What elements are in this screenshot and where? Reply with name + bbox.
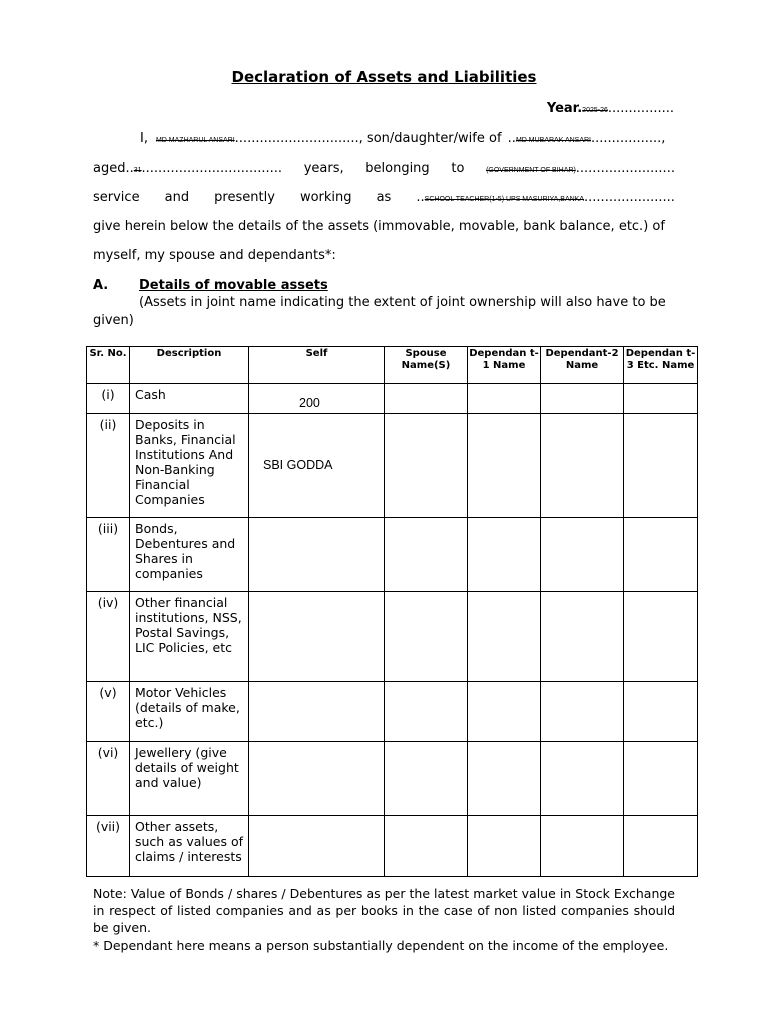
- table-row: [87, 384, 698, 414]
- row-dep1-cell: [468, 518, 541, 592]
- table-row: [87, 742, 698, 816]
- table-header-row: [87, 347, 698, 384]
- row-description: Jewellery (give details of weight and value): [130, 742, 249, 816]
- belonging-value: (GOVERNMENT OF BIHAR): [486, 167, 576, 174]
- working-dots: ......................: [584, 190, 675, 205]
- row-dep2-cell: [541, 592, 624, 682]
- year-value: 2025-26: [582, 107, 608, 114]
- row-spouse-cell: [385, 742, 468, 816]
- row-description: Cash: [130, 384, 249, 414]
- row-dep3-cell: [624, 518, 698, 592]
- table-row: [87, 592, 698, 682]
- row-description: Other financial institutions, NSS, Postal Savings, LIC Policies, etc: [130, 592, 249, 682]
- row-dep1-cell: [468, 816, 541, 877]
- row-sr: (iii): [87, 518, 130, 592]
- row-dep3-cell: [624, 742, 698, 816]
- belonging-dots: ........................: [575, 161, 675, 176]
- row-dep1-cell: [468, 384, 541, 414]
- age-dots: ..................................: [141, 161, 283, 176]
- header-self: Self: [249, 347, 385, 384]
- section-a-marker: A.: [93, 278, 109, 293]
- row-sr: (i): [87, 384, 130, 414]
- row-spouse-cell: [385, 518, 468, 592]
- row-self-value: [249, 592, 385, 682]
- section-a-note-line-1: (Assets in joint name indicating the extent of joint ownership will also have to be: [139, 295, 666, 310]
- row-spouse-cell: [385, 592, 468, 682]
- row-spouse-cell: [385, 384, 468, 414]
- header-dependant-1: Dependan t-1 Name: [468, 347, 541, 384]
- row-self-value: SBI GODDA: [249, 414, 385, 518]
- valuation-note: Note: Value of Bonds / shares / Debentures as per the latest market value in Stock Exchange in respect of listed companies and as per books in the case of non listed companies should be given.: [93, 886, 675, 935]
- movable-assets-table: [86, 346, 698, 877]
- table-row: [87, 682, 698, 742]
- table-row: [87, 414, 698, 518]
- year-line: Year.2025-26................: [546, 101, 674, 116]
- row-dep3-cell: [624, 384, 698, 414]
- belonging-text: belonging: [365, 161, 430, 176]
- dependant-footnote: * Dependant here means a person substantially dependent on the income of the employee.: [93, 938, 669, 953]
- row-spouse-cell: [385, 414, 468, 518]
- row-sr: (v): [87, 682, 130, 742]
- row-spouse-cell: [385, 682, 468, 742]
- aged-line: [93, 161, 675, 176]
- row-dep1-cell: [468, 414, 541, 518]
- table-row: [87, 518, 698, 592]
- row-description: Other assets, such as values of claims / interests: [130, 816, 249, 877]
- declarant-prefix: I,: [140, 131, 148, 146]
- row-dep2-cell: [541, 518, 624, 592]
- row-dep2-cell: [541, 816, 624, 877]
- row-dep2-cell: [541, 742, 624, 816]
- row-description: Motor Vehicles (details of make, etc.): [130, 682, 249, 742]
- section-a-note-line-2: given): [93, 313, 134, 328]
- working-value: SCHOOL TEACHER(1-5) UPS MASURIYA,BANKA: [424, 196, 585, 203]
- row-dep2-cell: [541, 682, 624, 742]
- body-line-1: give herein below the details of the assets (immovable, movable, bank balance, etc.) of: [93, 219, 665, 234]
- declarant-name-dots: ..............................,: [234, 131, 363, 146]
- row-sr: (vii): [87, 816, 130, 877]
- presently-text: presently: [214, 190, 275, 205]
- row-dep3-cell: [624, 682, 698, 742]
- row-self-value: [249, 682, 385, 742]
- to-text: to: [451, 161, 465, 176]
- header-spouse: Spouse Name(S): [385, 347, 468, 384]
- row-dep1-cell: [468, 592, 541, 682]
- declarant-name-value: MD MAZHARUL ANSARI: [155, 137, 235, 144]
- service-line: service and presently working as ..SCHOOL TEACHER(1-5) UPS MASURIYA,BANKA......................: [93, 190, 675, 205]
- header-dependant-2: Dependant-2 Name: [541, 347, 624, 384]
- row-dep3-cell: [624, 592, 698, 682]
- table-row: [87, 816, 698, 877]
- row-dep3-cell: [624, 414, 698, 518]
- as-text: as: [376, 190, 392, 205]
- row-description: Bonds, Debentures and Shares in companies: [130, 518, 249, 592]
- header-dependant-3: Dependan t-3 Etc. Name: [624, 347, 698, 384]
- row-sr: (vi): [87, 742, 130, 816]
- aged-label: aged..: [93, 161, 134, 176]
- row-self-value: [249, 518, 385, 592]
- declarant-line: I, MD MAZHARUL ANSARI.............................., son/daughter/wife of ..MD MUBARAK ANSARI.................,: [140, 131, 666, 146]
- row-spouse-cell: [385, 816, 468, 877]
- age-value: 31: [133, 167, 142, 174]
- row-self-value: [249, 816, 385, 877]
- row-dep2-cell: [541, 414, 624, 518]
- row-dep3-cell: [624, 816, 698, 877]
- body-line-2: myself, my spouse and dependants*:: [93, 248, 336, 263]
- page-title: Declaration of Assets and Liabilities: [231, 68, 537, 86]
- relative-name-value: MD MUBARAK ANSARI: [515, 137, 592, 144]
- relative-name-dots: .................,: [591, 131, 666, 146]
- row-dep1-cell: [468, 682, 541, 742]
- row-self-value: 200: [249, 384, 385, 414]
- row-dep1-cell: [468, 742, 541, 816]
- row-dep2-cell: [541, 384, 624, 414]
- row-sr: (ii): [87, 414, 130, 518]
- row-sr: (iv): [87, 592, 130, 682]
- and-text: and: [164, 190, 190, 205]
- row-self-value: [249, 742, 385, 816]
- service-text: service: [93, 190, 140, 205]
- year-label: Year: [546, 101, 578, 116]
- section-a-title: Details of movable assets: [139, 278, 328, 293]
- header-description: Description: [130, 347, 249, 384]
- header-sr-no: Sr. No.: [87, 347, 130, 384]
- years-text: years,: [303, 161, 344, 176]
- relation-text: son/daughter/wife of: [366, 131, 502, 146]
- working-text: working: [299, 190, 352, 205]
- row-description: Deposits in Banks, Financial Institutions And Non-Banking Financial Companies: [130, 414, 249, 518]
- year-dots: ................: [607, 101, 674, 116]
